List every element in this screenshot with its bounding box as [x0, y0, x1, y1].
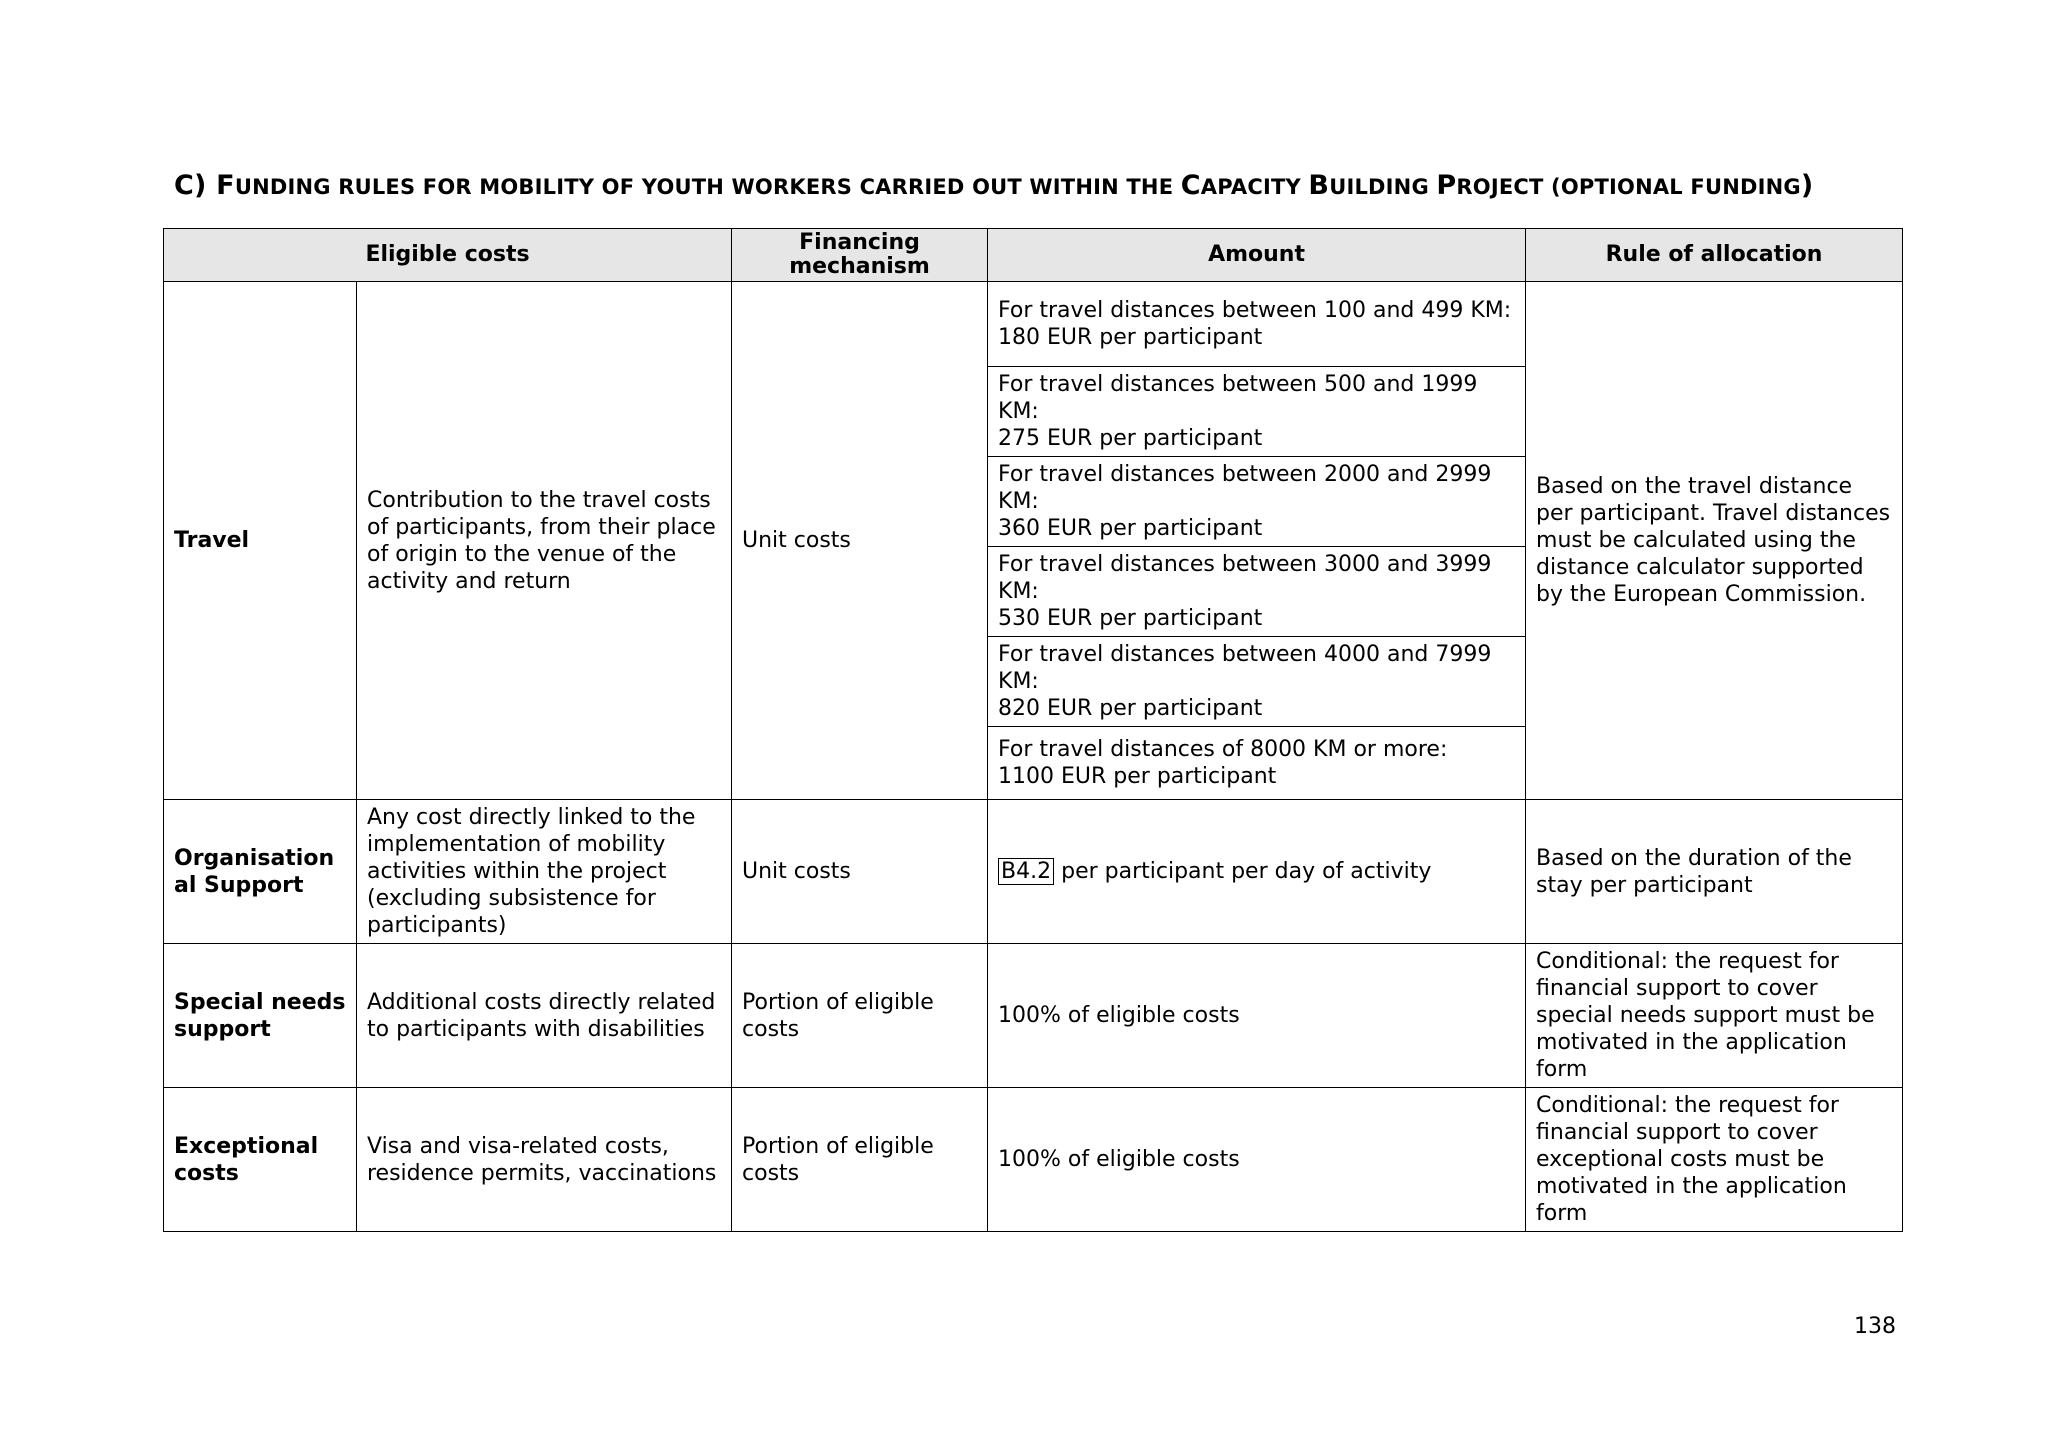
amount-line: 530 EUR per participant	[998, 606, 1263, 631]
section-heading	[174, 170, 1974, 201]
travel-amount-2	[988, 367, 1526, 457]
amount-line: For travel distances between 2000 and 2999 KM:	[998, 462, 1492, 514]
heading-suffix: )	[1800, 170, 1814, 201]
exceptional-amount: 100% of eligible costs	[988, 1088, 1526, 1232]
organisational-description: Any cost directly linked to the implementation of mobility activities within the project (excluding subsistence for participants)	[357, 800, 732, 944]
table-row-special-needs	[164, 944, 1903, 1088]
exceptional-mechanism: Portion of eligible costs	[732, 1088, 988, 1232]
exceptional-description: Visa and visa-related costs, residence permits, vaccinations	[357, 1088, 732, 1232]
table-row-exceptional	[164, 1088, 1903, 1232]
heading-cap-2: B	[1308, 170, 1330, 201]
header-financing-mechanism: Financing mechanism	[732, 229, 988, 282]
heading-part-4: ROJECT (	[1456, 175, 1561, 199]
travel-description: Contribution to the travel costs of participants, from their place of origin to the venue of the activity and return	[357, 282, 732, 800]
header-rule-of-allocation: Rule of allocation	[1526, 229, 1903, 282]
amount-line: For travel distances between 3000 and 3999 KM:	[998, 552, 1492, 604]
organisational-amount-text: per participant per day of activity	[1061, 859, 1432, 884]
page-number: 138	[1854, 1314, 1896, 1339]
travel-category: Travel	[164, 282, 357, 800]
travel-rule: Based on the travel distance per participant. Travel distances must be calculated using the distance calculator supported by the European Commission.	[1526, 282, 1903, 800]
organisational-category: Organisational Support	[164, 800, 357, 944]
organisational-rule: Based on the duration of the stay per participant	[1526, 800, 1903, 944]
travel-mechanism: Unit costs	[732, 282, 988, 800]
travel-amount-4	[988, 547, 1526, 637]
special-needs-category: Special needs support	[164, 944, 357, 1088]
table-header-row	[164, 229, 1903, 282]
table-row-travel	[164, 282, 1903, 367]
amount-line: For travel distances between 500 and 1999 KM:	[998, 372, 1478, 424]
heading-part-5: OPTIONAL FUNDING	[1560, 175, 1801, 199]
heading-cap-1: C	[1180, 170, 1201, 201]
amount-line: 275 EUR per participant	[998, 426, 1263, 451]
amount-reference-box: B4.2	[998, 858, 1054, 885]
heading-part-2: APACITY	[1200, 175, 1309, 199]
amount-line: 360 EUR per participant	[998, 516, 1263, 541]
special-needs-amount: 100% of eligible costs	[988, 944, 1526, 1088]
travel-amount-1	[988, 282, 1526, 367]
amount-line: 1100 EUR per participant	[998, 764, 1277, 789]
travel-amount-5	[988, 637, 1526, 727]
amount-line: For travel distances of 8000 KM or more:	[998, 737, 1448, 762]
header-amount: Amount	[988, 229, 1526, 282]
amount-line: 180 EUR per participant	[998, 325, 1263, 350]
amount-line: 820 EUR per participant	[998, 696, 1263, 721]
travel-amount-3	[988, 457, 1526, 547]
heading-part-3: UILDING	[1329, 175, 1437, 199]
header-eligible-costs: Eligible costs	[164, 229, 732, 282]
travel-amount-6	[988, 727, 1526, 800]
special-needs-rule: Conditional: the request for financial support to cover special needs support must be motivated in the application form	[1526, 944, 1903, 1088]
exceptional-rule: Conditional: the request for financial support to cover exceptional costs must be motivated in the application form	[1526, 1088, 1903, 1232]
organisational-mechanism: Unit costs	[732, 800, 988, 944]
organisational-amount	[988, 800, 1526, 944]
heading-cap-3: P	[1436, 170, 1457, 201]
special-needs-description: Additional costs directly related to participants with disabilities	[357, 944, 732, 1088]
heading-part-1: UNDING RULES FOR MOBILITY OF YOUTH WORKERS CARRIED OUT WITHIN THE	[234, 175, 1181, 199]
table-row-organisational	[164, 800, 1903, 944]
heading-prefix: C) F	[174, 170, 235, 201]
funding-rules-table	[163, 228, 1903, 1232]
amount-line: For travel distances between 100 and 499 KM:	[998, 298, 1512, 323]
amount-line: For travel distances between 4000 and 7999 KM:	[998, 642, 1492, 694]
special-needs-mechanism: Portion of eligible costs	[732, 944, 988, 1088]
exceptional-category: Exceptional costs	[164, 1088, 357, 1232]
